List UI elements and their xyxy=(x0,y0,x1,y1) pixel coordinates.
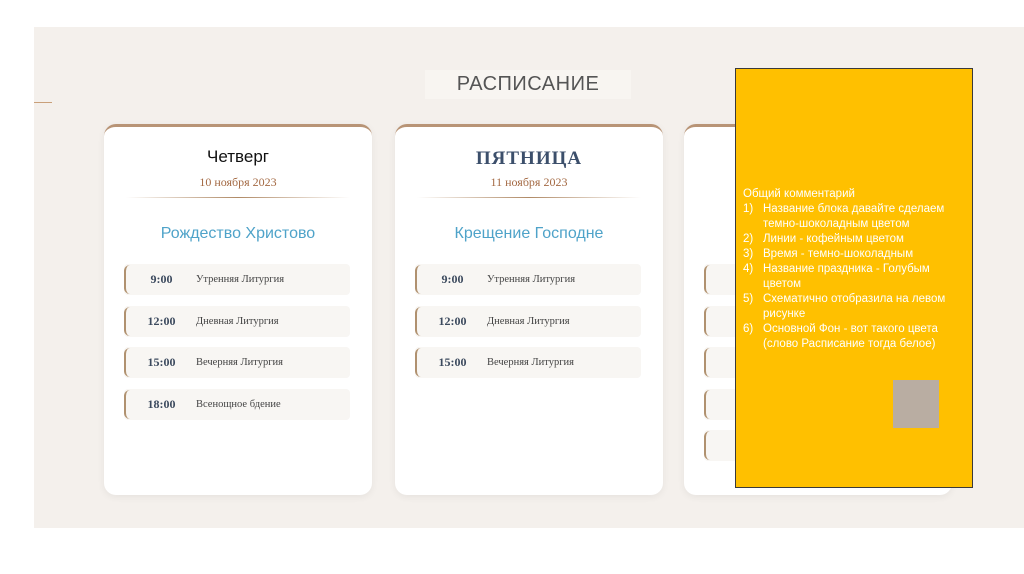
bracket-decoration xyxy=(415,348,424,377)
feast-name: Рождество Христово xyxy=(160,225,316,242)
bracket-decoration xyxy=(124,348,133,377)
service-row[interactable] xyxy=(124,306,350,337)
slide-accent-line xyxy=(34,102,52,103)
service-time: 9:00 xyxy=(150,272,173,286)
bracket-decoration xyxy=(704,431,713,460)
service-name: Утренняя Литургия xyxy=(196,274,285,285)
service-time: 15:00 xyxy=(147,355,176,369)
service-time: 9:00 xyxy=(441,272,464,286)
service-row[interactable] xyxy=(124,264,350,295)
comment-item: 5) Схематично отобразила на левом рисунке xyxy=(743,293,946,320)
service-row[interactable] xyxy=(415,347,641,378)
divider-line xyxy=(417,197,641,198)
service-list xyxy=(415,264,641,389)
comment-item: 1) Название блока давайте сделаем темно-шоколадным цветом xyxy=(743,203,945,230)
bracket-decoration xyxy=(415,265,424,294)
comment-item: 3) Время - темно-шоколадным xyxy=(743,248,914,260)
service-name: Дневная Литургия xyxy=(196,315,279,327)
service-row[interactable] xyxy=(124,389,350,420)
feast-name: Крещение Господне xyxy=(454,225,604,242)
comment-item: 6) Основной Фон - вот такого цвета (слово Расписание тогда белое) xyxy=(743,323,938,350)
bracket-decoration xyxy=(124,307,133,336)
service-name: Вечерняя Литургия xyxy=(196,357,283,368)
service-time: 18:00 xyxy=(147,396,176,411)
service-row[interactable] xyxy=(415,306,641,337)
service-name: Всенощное бдение xyxy=(196,398,281,410)
day-title: ПЯТНИЦА xyxy=(475,148,583,169)
service-time: 12:00 xyxy=(438,313,467,328)
service-name: Утренняя Литургия xyxy=(487,274,576,285)
bracket-decoration xyxy=(124,390,133,419)
bracket-decoration xyxy=(704,307,713,336)
schedule-title xyxy=(425,70,631,99)
comment-note[interactable] xyxy=(735,68,973,488)
color-swatch xyxy=(893,380,939,428)
service-name: Вечерняя Литургия xyxy=(487,357,574,368)
bracket-decoration xyxy=(704,265,713,294)
bracket-decoration xyxy=(704,390,713,419)
comment-list xyxy=(743,202,967,352)
day-title: Четверг xyxy=(207,147,269,166)
service-name: Дневная Литургия xyxy=(487,315,570,327)
service-time: 12:00 xyxy=(147,313,176,328)
day-card-friday xyxy=(395,124,663,495)
service-time: 15:00 xyxy=(438,355,467,369)
bracket-decoration xyxy=(124,265,133,294)
day-date: 10 ноября 2023 xyxy=(199,175,277,189)
day-card-thursday xyxy=(104,124,372,495)
service-list xyxy=(124,264,350,430)
divider-line xyxy=(126,197,350,198)
comment-title: Общий комментарий xyxy=(743,188,855,200)
comment-item: 2) Линии - кофейным цветом xyxy=(743,233,904,245)
bracket-decoration xyxy=(415,307,424,336)
comment-text xyxy=(743,187,967,352)
schedule-title-text: РАСПИСАНИЕ xyxy=(456,73,600,95)
day-date: 11 ноября 2023 xyxy=(490,175,568,189)
service-row[interactable] xyxy=(415,264,641,295)
bracket-decoration xyxy=(704,348,713,377)
comment-item: 4) Название праздника - Голубым цветом xyxy=(743,263,930,290)
service-row[interactable] xyxy=(124,347,350,378)
